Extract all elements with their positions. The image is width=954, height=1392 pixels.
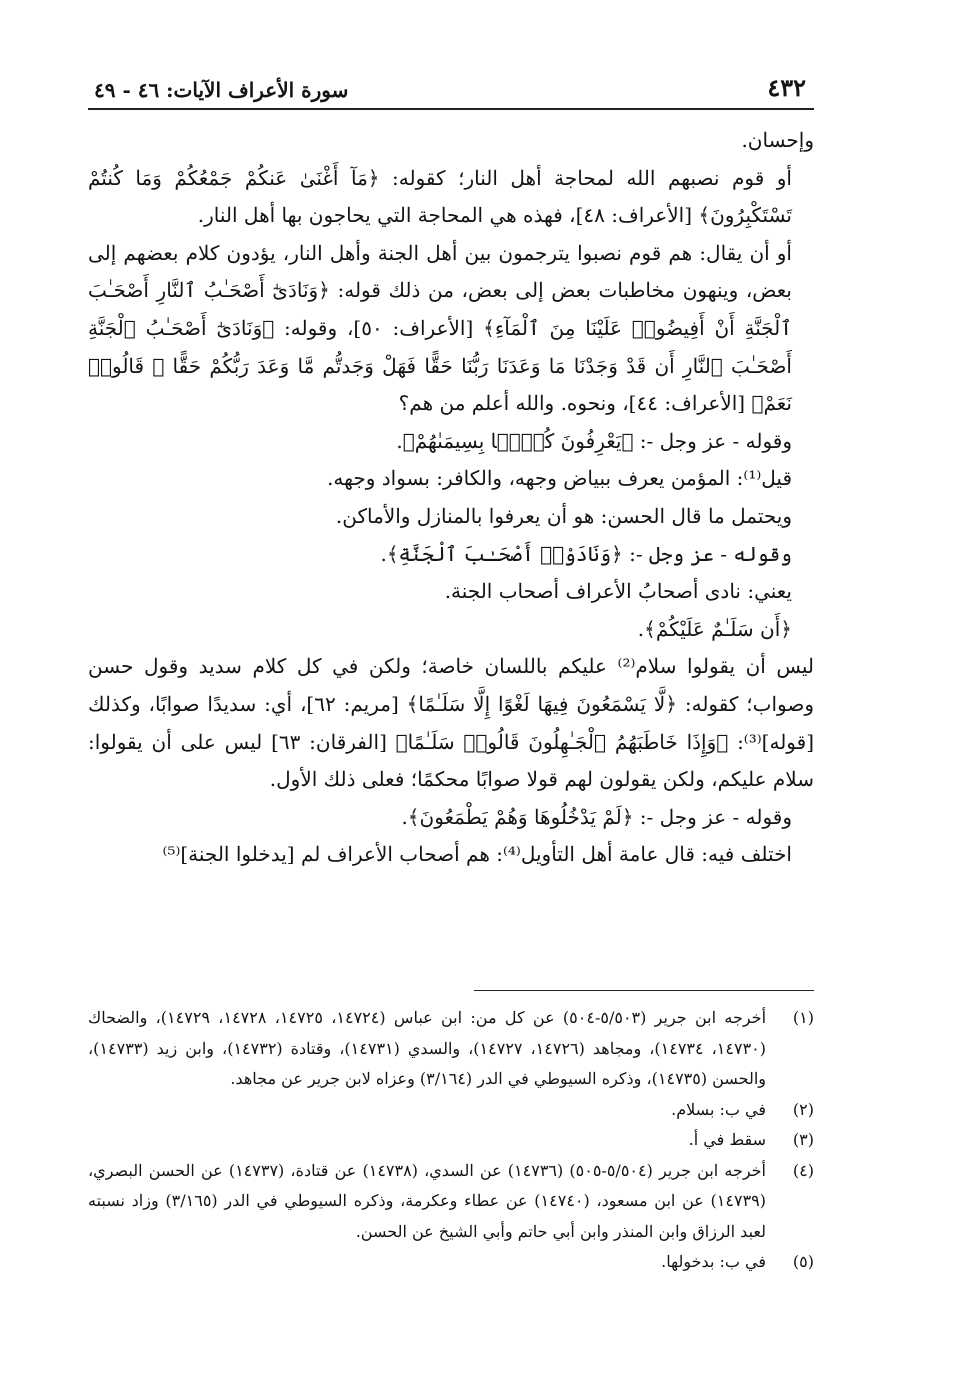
- footnotes: [88, 1003, 814, 1278]
- paragraph: وقوله - عز وجل -: ﴿وَنَادَوْا۟ أَصْحَـٰبَ ٱلْجَنَّةِ﴾.: [380, 541, 792, 566]
- paragraph: يعني: نادى أصحابُ الأعراف أصحاب الجنة.: [444, 579, 792, 604]
- footnote-text: أخرجه ابن جرير (٥/٥٠٤-٥٠٥) (١٤٧٣٦) عن السدي، (١٤٧٣٨) عن قتادة، (١٤٧٣٧) عن الحسن البصري، (١٤٧٣٩) عن ابن مسعود، (١٤٧٤٠) عن عطاء وعكرمة، وذكره السيوطي في الدر (٣/١٦٥) وزاد نسبته لعبد الرزاق وابن المنذر وابن أبي حاتم وأبي الشيخ عن الحسن.: [88, 1160, 766, 1241]
- running-title: سورة الأعراف الآيات: ٤٦ - ٤٩: [94, 78, 349, 102]
- paragraph: اختلف فيه: قال عامة أهل التأويل⁽⁴⁾: هم أصحاب الأعراف لم [يدخلوا الجنة]⁽⁵⁾: [162, 842, 792, 867]
- footnote-number: (٤): [792, 1160, 814, 1180]
- footnote-text: أخرجه ابن جرير (٥/٥٠٣-٥٠٤) عن كل من: ابن عباس (١٤٧٢٤، ١٤٧٢٥، ١٤٧٢٨، ١٤٧٢٩)، والضحاك (١٤٧٣٠، ١٤٧٣٤)، ومجاهد (١٤٧٢٦، ١٤٧٢٧)، والسدي (١٤٧٣١)، وقتادة (١٤٧٣٢)، وابن زيد (١٤٧٣٣)، والحسن (١٤٧٣٥)، وذكره السيوطي في الدر (٣/١٦٤) وعزاه لابن جرير عن مجاهد.: [88, 1008, 767, 1088]
- footnote-text: سقط في أ.: [688, 1130, 766, 1149]
- footnote: [88, 1125, 814, 1156]
- paragraph: أو قوم نصبهم الله لمحاجة أهل النار؛ كقوله: ﴿مَآ أَغْنَىٰ عَنكُمْ جَمْعُكُمْ وَمَا كُنتُمْ تَسْتَكْبِرُونَ﴾ [الأعراف: ٤٨]، فهذه هي المحاجة التي يحاجون بها أهل النار.: [88, 165, 792, 228]
- paragraph: ويحتمل ما قال الحسن: هو أن يعرفوا بالمنازل والأماكن.: [335, 503, 792, 528]
- footnote-number: (٥): [792, 1252, 814, 1271]
- paragraph: أو أن يقال: هم قوم نصبوا يترجمون بين أهل الجنة وأهل النار، يؤدون كلام بعضهم إلى بعض، وينهون مخاطبات بعض إلى بعض، من ذلك قوله: ﴿وَنَادَىٰٓ أَصْحَـٰبُ ٱلنَّارِ أَصْحَـٰبَ ٱلْجَنَّةِ أَنْ أَفِيضُوا۟ عَلَيْنَا مِنَ ٱلْمَآءِ﴾ [الأعراف: ٥٠]، وقوله: ﴿وَنَادَىٰٓ أَصْحَـٰبُ ٱلْجَنَّةِ أَصْحَـٰبَ ٱلنَّارِ أَن قَدْ وَجَدْنَا مَا وَعَدَنَا رَبُّنَا حَقًّا فَهَلْ وَجَدتُّم مَّا وَعَدَ رَبُّكُمْ حَقًّا ۖ قَالُوا۟ نَعَمْ﴾ [الأعراف: ٤٤]، ونحوه. والله أعلم من هم؟: [88, 240, 792, 416]
- footnote: [88, 1095, 814, 1126]
- page-header: [88, 62, 814, 102]
- header-divider: [88, 108, 814, 110]
- paragraph: وقوله - عز وجل -: ﴿لَمْ يَدْخُلُوهَا وَهُمْ يَطْمَعُونَ﴾.: [401, 804, 792, 829]
- footnote-number: (٢): [792, 1099, 814, 1119]
- footnote-text: في ب: بدخولها.: [661, 1252, 766, 1271]
- paragraph: وقوله - عز وجل -: ﴿يَعْرِفُونَ كُلًّۢا بِسِيمَىٰهُمْ﴾.: [396, 428, 792, 453]
- footnote: [88, 1247, 814, 1278]
- paragraph: قيل⁽¹⁾: المؤمن يعرف ببياض وجهه، والكافر: بسواد وجهه.: [327, 466, 792, 491]
- page-number: ٤٣٢: [767, 73, 806, 102]
- footnote-divider: [474, 990, 814, 991]
- paragraph: وإحسان.: [741, 128, 814, 152]
- page: [88, 0, 814, 1392]
- footnote-number: (٣): [792, 1130, 814, 1149]
- footnote: [88, 1156, 814, 1248]
- footnote-number: (١): [792, 1008, 814, 1027]
- main-text: [88, 122, 814, 874]
- paragraph: ﴿أَن سَلَـٰمٌ عَلَيْكُمْ﴾.: [637, 616, 792, 641]
- footnote-text: في ب: بسلام.: [671, 1099, 766, 1119]
- footnote: [88, 1003, 814, 1095]
- paragraph: ليس أن يقولوا سلام⁽²⁾ عليكم باللسان خاصة؛ ولكن في كل كلام سديد وقول حسن وصواب؛ كقوله: ﴿لَّا يَسْمَعُونَ فِيهَا لَغْوًا إِلَّا سَلَـٰمًا﴾ [مريم: ٦٢]، أي: سديدًا صوابًا، وكذلك [قوله]⁽³⁾: ﴿وَإِذَا خَاطَبَهُمُ ٱلْجَـٰهِلُونَ قَالُوا۟ سَلَـٰمًا﴾ [الفرقان: ٦٣] ليس على أن يقولوا: سلام عليكم، ولكن يقولون لهم قولا صوابًا محكمًا؛ فعلى ذلك الأول.: [88, 654, 814, 792]
